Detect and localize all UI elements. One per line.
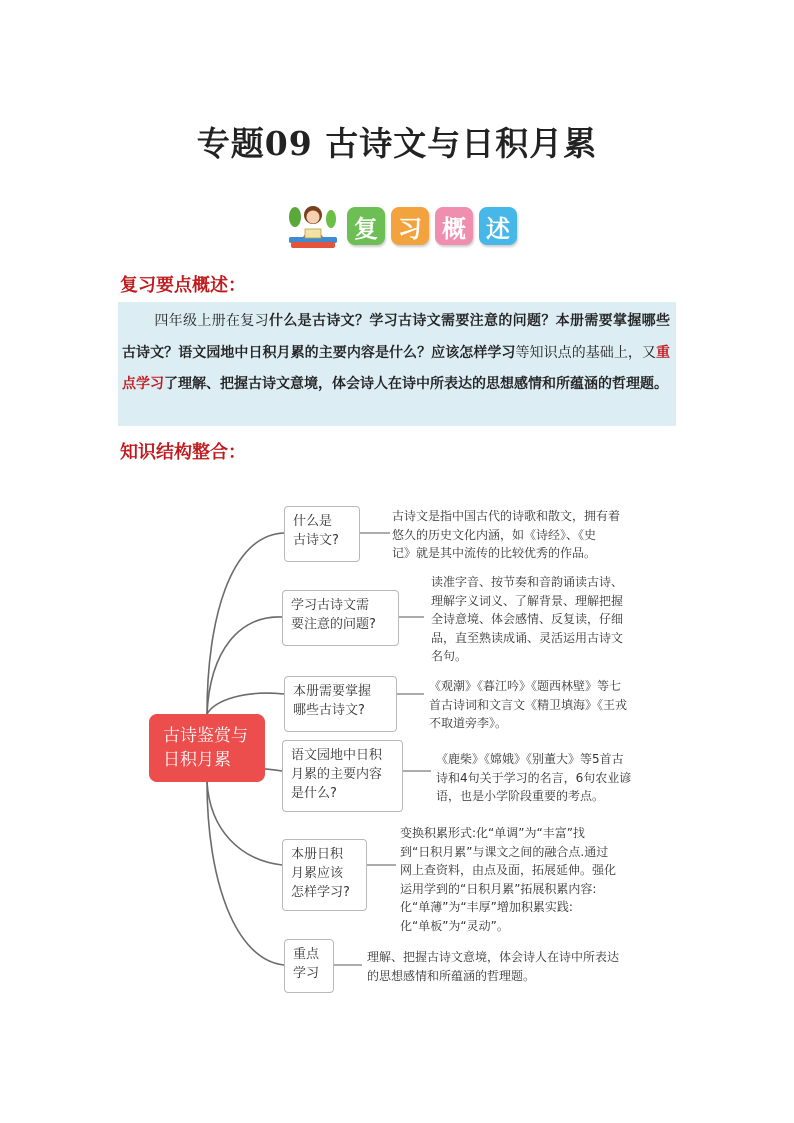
desc-line: 不取道旁李》。 bbox=[429, 716, 508, 730]
desc-line: 的思想感情和所蕴涵的哲理题。 bbox=[367, 968, 536, 983]
mindmap-desc-required-texts bbox=[429, 677, 627, 733]
desc-line: 古诗文是指中国古代的诗歌和散文，拥有着 bbox=[392, 509, 621, 523]
desc-line: 《观潮》《暮江吟》《题西林壁》等七 bbox=[429, 679, 622, 693]
desc-line: 读准字音、按节奏和音韵诵读古诗、 bbox=[431, 575, 624, 589]
desc-line: 名句。 bbox=[431, 649, 468, 663]
desc-line: 到“日积月累”与课文之间的融合点.通过 bbox=[400, 844, 609, 859]
mindmap-node-how-to-learn bbox=[282, 839, 367, 911]
mindmap-desc-how-to-learn bbox=[400, 824, 616, 935]
root-label-line: 日积月累 bbox=[163, 750, 231, 770]
mindmap-desc-what-is-classical bbox=[392, 507, 620, 563]
desc-line: 变换积累形式:化“单调”为“丰富”找 bbox=[400, 826, 585, 840]
node-line: 哪些古诗文? bbox=[293, 703, 365, 718]
root-label-line: 古诗鉴赏与 bbox=[163, 726, 248, 746]
desc-line: 首古诗词和文言文《精卫填海》《王戎 bbox=[429, 697, 628, 712]
mindmap-root bbox=[149, 714, 265, 782]
desc-line: 化“单板”为“灵动”。 bbox=[400, 918, 509, 933]
desc-line: 化“单薄”为“丰厚”增加积累实践: bbox=[400, 900, 573, 914]
desc-line: 诗和4句关于学习的名言，6句农业谚 bbox=[436, 770, 632, 785]
node-line: 本册日积 bbox=[291, 847, 344, 862]
node-line: 本册需要掌握 bbox=[293, 684, 372, 699]
summary-highlight: 重点学习 bbox=[122, 344, 671, 392]
banner-char: 习 bbox=[391, 207, 429, 245]
summary-text: 四年级上册在复习 bbox=[154, 313, 269, 329]
banner-char: 复 bbox=[347, 207, 385, 245]
node-line: 月累应该 bbox=[291, 866, 344, 881]
mindmap-node-accumulation-content bbox=[282, 740, 403, 812]
desc-line: 记》就是其中流传的比较优秀的作品。 bbox=[392, 546, 597, 560]
node-line: 学习古诗文需 bbox=[291, 598, 370, 613]
desc-line: 网上查资料，由点及面，拓展延伸。强化 bbox=[400, 863, 617, 877]
desc-line: 全诗意境、体会感情、反复读，仔细 bbox=[431, 612, 624, 626]
desc-line: 悠久的历史文化内涵，如《诗经》、《史 bbox=[392, 527, 597, 542]
node-line: 重点 bbox=[293, 947, 320, 962]
node-line: 学习 bbox=[293, 966, 320, 981]
mindmap-node-required-texts bbox=[284, 676, 397, 732]
desc-line: 理解、把握古诗文意境，体会诗人在诗中所表达 bbox=[367, 950, 620, 964]
section-heading-structure: 知识结构整合： bbox=[120, 442, 246, 463]
mindmap-node-learning-notes bbox=[282, 590, 399, 646]
node-line: 月累的主要内容 bbox=[291, 767, 383, 782]
node-line: 怎样学习? bbox=[291, 885, 350, 900]
desc-line: 《鹿柴》《嫦娥》《别董大》等5首古 bbox=[436, 752, 624, 766]
node-line: 是什么? bbox=[291, 786, 337, 801]
mindmap-desc-learning-notes bbox=[431, 573, 623, 666]
banner-char: 述 bbox=[479, 207, 517, 245]
mindmap-desc-key-learning bbox=[367, 948, 619, 985]
desc-line: 品，直至熟读成诵、灵活运用古诗文 bbox=[431, 630, 624, 645]
desc-line: 理解字义词义、了解背景、理解把握 bbox=[431, 593, 624, 608]
summary-bold: 什么是古诗文？学习古诗文需要注意的问题？本册需要掌握哪些古诗文？语文园地中日积月累的主要内容是什么？应该怎样学习 bbox=[122, 313, 670, 361]
summary-text: 等知识点的基础上，又 bbox=[515, 344, 657, 361]
node-line: 语文园地中日积 bbox=[291, 748, 383, 763]
summary-bold: 了理解、把握古诗文意境，体会诗人在诗中所表达的思想感情和所蕴涵的哲理题。 bbox=[164, 376, 668, 392]
desc-line: 运用学到的“日积月累”拓展积累内容: bbox=[400, 881, 597, 896]
banner-char: 概 bbox=[435, 207, 473, 245]
desc-line: 语，也是小学阶段重要的考点。 bbox=[436, 789, 605, 803]
section-heading-overview: 复习要点概述： bbox=[120, 275, 246, 296]
mindmap-node-key-learning bbox=[284, 939, 334, 993]
page-title: 专题09 古诗文与日积月累 bbox=[196, 124, 598, 163]
node-line: 古诗文? bbox=[293, 533, 339, 548]
node-line: 什么是 bbox=[293, 514, 333, 529]
node-line: 要注意的问题? bbox=[291, 617, 376, 632]
mindmap-desc-accumulation-content bbox=[436, 750, 631, 806]
mindmap-node-what-is-classical bbox=[284, 506, 360, 562]
